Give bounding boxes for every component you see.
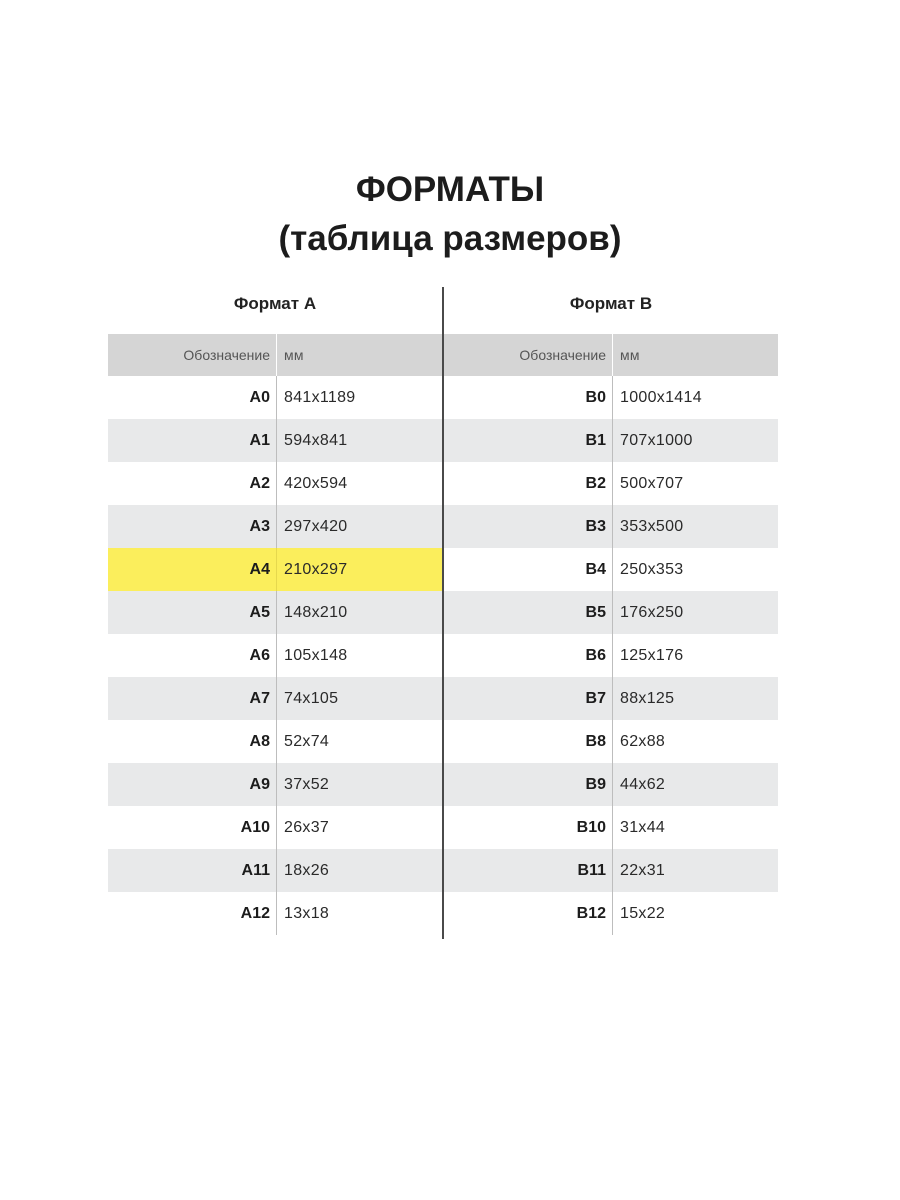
table-row [444,892,778,935]
column-separator [612,376,613,419]
table-row [444,763,778,806]
format-size: 420x594 [284,474,348,492]
column-separator [276,505,277,548]
format-size: 210x297 [284,560,348,578]
column-separator [276,677,277,720]
format-code: B2 [585,474,606,492]
table-row [444,419,778,462]
format-a-header-row [108,334,442,376]
format-size: 297x420 [284,517,348,535]
format-size: 31x44 [620,818,666,836]
format-size: 841x1189 [284,388,356,406]
format-size: 125x176 [620,646,684,664]
table-row [108,419,442,462]
format-size: 707x1000 [620,431,693,449]
format-size: 500x707 [620,474,684,492]
format-size: 18x26 [284,861,330,879]
table-row-highlighted [108,548,442,591]
table-row [108,763,442,806]
format-code: B12 [576,904,606,922]
table-row [444,462,778,505]
format-size: 105x148 [284,646,348,664]
format-size: 44x62 [620,775,666,793]
format-code: B1 [585,431,606,449]
table-row [108,892,442,935]
format-size: 176x250 [620,603,684,621]
table-row [108,720,442,763]
table-row [108,505,442,548]
table-row [108,376,442,419]
format-code: B9 [585,775,606,793]
table-row [444,376,778,419]
unit-header: мм [620,347,640,363]
column-separator [612,419,613,462]
format-a-title: Формат А [233,294,317,313]
table-row [108,591,442,634]
column-separator [612,334,613,376]
table-row [444,849,778,892]
format-code: A3 [249,517,270,535]
column-separator [612,505,613,548]
format-size: 1000x1414 [620,388,702,406]
page-subtitle: (таблица размеров) [278,219,622,258]
format-b-header-row [444,334,778,376]
designation-header: Обозначение [519,347,606,363]
column-separator [612,591,613,634]
format-code: B4 [585,560,606,578]
table-row [108,634,442,677]
column-separator [276,548,277,591]
format-size: 62x88 [620,732,666,750]
format-code: B8 [585,732,606,750]
format-code: B3 [585,517,606,535]
format-size: 37x52 [284,775,330,793]
format-size: 13x18 [284,904,330,922]
designation-header: Обозначение [183,347,270,363]
format-code: A9 [249,775,270,793]
format-code: A5 [249,603,270,621]
column-separator [276,419,277,462]
column-separator [276,634,277,677]
format-code: A1 [249,431,270,449]
format-size: 74x105 [284,689,339,707]
format-code: B7 [585,689,606,707]
format-code: A8 [249,732,270,750]
format-code: A0 [249,388,270,406]
column-separator [612,462,613,505]
table-row [444,634,778,677]
table-row [108,806,442,849]
format-size: 88x125 [620,689,675,707]
table-row [444,677,778,720]
format-size: 594x841 [284,431,348,449]
format-size: 148x210 [284,603,348,621]
format-size: 353x500 [620,517,684,535]
format-code: B11 [577,861,606,879]
column-separator [612,806,613,849]
column-separator [276,462,277,505]
format-code: A11 [241,861,270,879]
table-row [444,505,778,548]
column-separator [612,849,613,892]
column-separator [276,376,277,419]
page-title: ФОРМАТЫ [355,170,545,209]
format-code: B10 [576,818,606,836]
column-separator [612,548,613,591]
format-code: B6 [585,646,606,664]
column-separator [276,849,277,892]
column-separator [276,892,277,935]
column-separator [612,720,613,763]
format-code: A4 [249,560,270,578]
column-separator [612,763,613,806]
format-code: A10 [240,818,270,836]
format-size: 250x353 [620,560,684,578]
format-size: 15x22 [620,904,666,922]
column-separator [612,892,613,935]
table-row [444,548,778,591]
table-row [444,720,778,763]
column-separator [276,720,277,763]
column-separator [612,634,613,677]
format-size: 22x31 [620,861,666,879]
unit-header: мм [284,347,304,363]
column-separator [276,806,277,849]
column-separator [276,763,277,806]
format-code: A7 [249,689,270,707]
table-row [108,849,442,892]
format-b-title: Формат В [569,294,653,313]
table-row [444,806,778,849]
format-size: 52x74 [284,732,330,750]
format-code: A2 [249,474,270,492]
column-separator [276,591,277,634]
format-size: 26x37 [284,818,330,836]
format-code: A6 [249,646,270,664]
table-row [108,677,442,720]
format-code: B0 [585,388,606,406]
format-code: A12 [240,904,270,922]
format-code: B5 [585,603,606,621]
table-row [444,591,778,634]
column-separator [276,334,277,376]
table-row [108,462,442,505]
column-separator [612,677,613,720]
